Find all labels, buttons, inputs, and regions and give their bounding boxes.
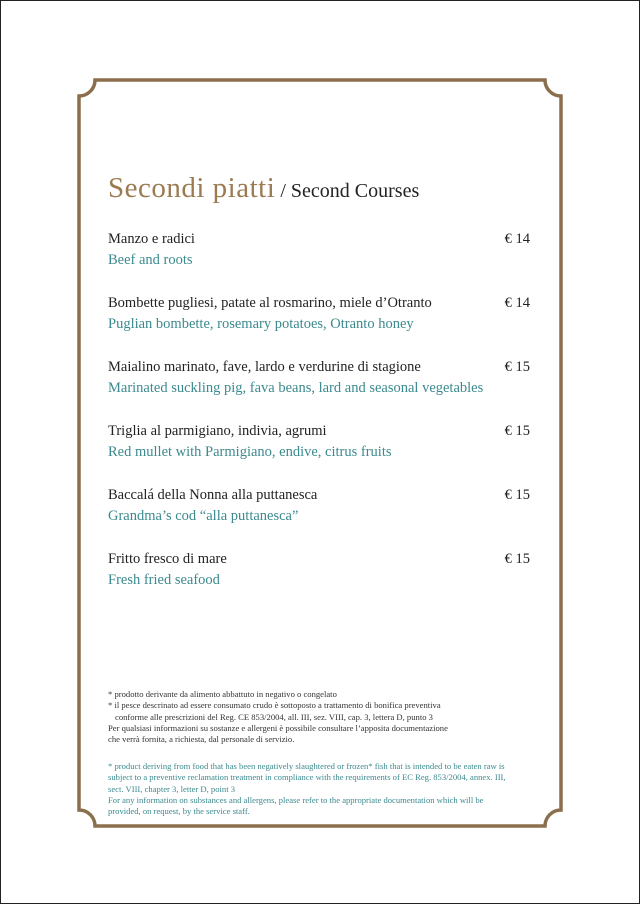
footnotes-italian bbox=[108, 689, 538, 745]
footnotes-english bbox=[108, 761, 538, 817]
menu-item bbox=[108, 359, 530, 397]
title-italian: Secondi piatti bbox=[108, 172, 276, 204]
footnote-line: subject to a preventive reclamation treatment in compliance with the requirements of EC Reg. 853/2004, annex. III, bbox=[108, 772, 506, 783]
page-title bbox=[108, 172, 419, 205]
dish-italian: Manzo e radici bbox=[108, 231, 195, 247]
title-english: / Second Courses bbox=[280, 180, 420, 202]
dish-english: Red mullet with Parmigiano, endive, citrus fruits bbox=[108, 444, 392, 460]
menu-item bbox=[108, 231, 530, 269]
dish-english: Grandma’s cod “alla puttanesca” bbox=[108, 508, 299, 524]
dish-price: € 15 bbox=[504, 359, 530, 375]
dish-english: Puglian bombette, rosemary potatoes, Otranto honey bbox=[108, 316, 414, 332]
footnote-line: provided, on request, by the service staff. bbox=[108, 806, 250, 817]
dish-price: € 14 bbox=[504, 295, 530, 311]
dish-italian: Fritto fresco di mare bbox=[108, 551, 227, 567]
footnote-line: che verrà fornita, a richiesta, dal personale di servizio. bbox=[108, 734, 295, 745]
menu-item bbox=[108, 295, 530, 333]
footnote-line: Per qualsiasi informazioni su sostanze e allergeni è possibile consultare l’apposita documentazione bbox=[108, 722, 448, 733]
dish-italian: Maialino marinato, fave, lardo e verdurine di stagione bbox=[108, 359, 421, 375]
footnote-line: conforme alle prescrizioni del Reg. CE 853/2004, all. III, sez. VIII, cap. 3, lettera D, punto 3 bbox=[115, 711, 433, 722]
footnote-line: * il pesce descrinato ad essere consumato crudo è sottoposto a trattamento di bonifica preventiva bbox=[108, 700, 441, 711]
dish-english: Fresh fried seafood bbox=[108, 572, 220, 588]
footnote-line: * product deriving from food that has been negatively slaughtered or frozen* fish that is intended to be eaten raw is bbox=[108, 761, 505, 771]
menu-item bbox=[108, 423, 530, 461]
dish-english: Marinated suckling pig, fava beans, lard and seasonal vegetables bbox=[108, 380, 484, 396]
dish-italian: Triglia al parmigiano, indivia, agrumi bbox=[108, 423, 327, 439]
menu-item bbox=[108, 487, 530, 525]
dish-english: Beef and roots bbox=[108, 252, 193, 268]
dish-price: € 15 bbox=[504, 487, 530, 503]
dish-italian: Baccalá della Nonna alla puttanesca bbox=[108, 487, 318, 503]
footnote-line: sect. VIII, chapter 3, letter D, point 3 bbox=[108, 783, 236, 794]
dish-price: € 15 bbox=[504, 423, 530, 439]
dish-italian: Bombette pugliesi, patate al rosmarino, miele d’Otranto bbox=[108, 295, 432, 311]
dish-price: € 15 bbox=[504, 551, 530, 567]
menu-item bbox=[108, 551, 530, 589]
footnote-line: For any information on substances and allergens, please refer to the appropriate documentation which will be bbox=[108, 794, 484, 805]
footnote-line: * prodotto derivante da alimento abbattuto in negativo o congelato bbox=[108, 689, 337, 699]
dish-price: € 14 bbox=[504, 231, 530, 247]
